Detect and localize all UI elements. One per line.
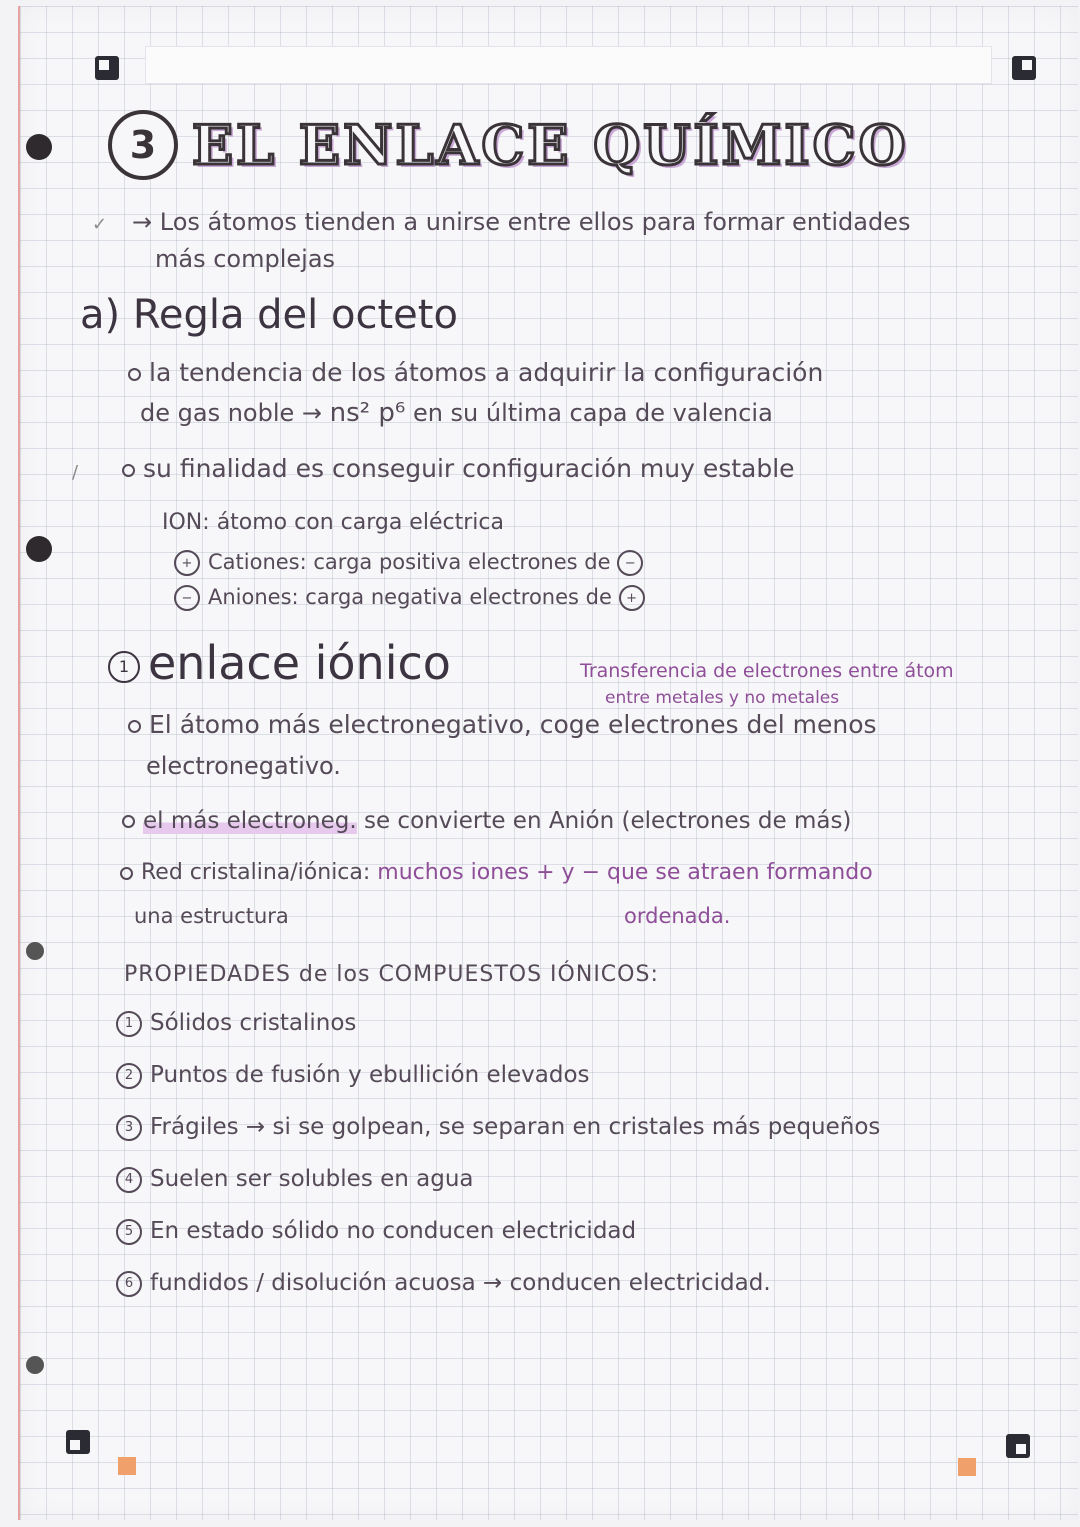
bullet-icon	[122, 815, 135, 828]
corner-mark-icon	[1006, 1434, 1030, 1458]
bullet-icon	[128, 368, 141, 381]
binder-hole	[26, 536, 52, 562]
orange-marker	[118, 1457, 136, 1475]
property-text: Frágiles → si se golpean, se separan en cristales más pequeños	[150, 1114, 881, 1140]
ionic-point-2: el más electroneg. se convierte en Anión (electrones de más)	[122, 808, 851, 834]
property-item	[116, 1010, 356, 1037]
bullet-icon	[128, 720, 141, 733]
octet-point-1: la tendencia de los átomos a adquirir la configuración	[128, 358, 823, 387]
check-mark-icon: /	[72, 462, 79, 483]
check-mark-icon: ✓	[92, 214, 108, 235]
ionic-point-1-cont: electronegativo.	[146, 752, 341, 780]
anion-definition: − Aniones: carga negativa electrones de +	[174, 585, 653, 611]
property-text: Puntos de fusión y ebullición elevados	[150, 1062, 590, 1088]
ion-definition: ION: átomo con carga eléctrica	[162, 510, 504, 535]
octet-point-2: su finalidad es conseguir configuración muy estable	[122, 454, 795, 483]
title-number: 3	[108, 110, 178, 180]
ionic-point-3-cont: una estructura	[134, 904, 289, 928]
properties-title: PROPIEDADES de los COMPUESTOS IÓNICOS:	[124, 962, 659, 987]
property-text: En estado sólido no conducen electricidad	[150, 1218, 637, 1244]
binder-hole	[26, 942, 44, 960]
corner-mark-icon	[1012, 56, 1036, 80]
property-item	[116, 1218, 636, 1245]
property-number: 3	[116, 1115, 142, 1141]
valence-formula: ns² p⁶	[329, 398, 406, 428]
property-item	[116, 1270, 771, 1297]
property-number: 1	[116, 1011, 142, 1037]
bullet-icon	[120, 867, 133, 880]
bullet-icon	[122, 464, 135, 477]
ionic-point-3: Red cristalina/iónica: muchos iones + y − que se atraen formando	[120, 860, 873, 885]
ionic-bond-note-2: entre metales y no metales	[605, 688, 840, 708]
corner-mark-icon	[95, 56, 119, 80]
ionic-bond-heading: 1 enlace iónico	[108, 636, 451, 690]
orange-marker	[958, 1458, 976, 1476]
property-item	[116, 1062, 590, 1089]
corner-mark-icon	[66, 1430, 90, 1454]
property-number: 2	[116, 1063, 142, 1089]
ionic-point-3-end: ordenada.	[624, 904, 731, 928]
cation-definition: + Cationes: carga positiva electrones de −	[174, 550, 651, 576]
property-number: 5	[116, 1219, 142, 1245]
property-item	[116, 1114, 880, 1141]
property-text: Sólidos cristalinos	[150, 1010, 357, 1036]
intro-line-1: → Los átomos tienden a unirse entre ellos para formar entidades	[132, 208, 911, 236]
property-number: 6	[116, 1271, 142, 1297]
page-title	[108, 110, 909, 180]
ionic-point-1: El átomo más electronegativo, coge electrones del menos	[128, 710, 877, 739]
property-text: Suelen ser solubles en agua	[150, 1166, 474, 1192]
property-text: fundidos / disolución acuosa → conducen electricidad.	[150, 1270, 771, 1296]
binder-hole	[26, 1356, 44, 1374]
title-text: EL ENLACE QUÍMICO	[192, 113, 909, 177]
ionic-bond-note-1: Transferencia de electrones entre átom	[580, 660, 954, 682]
header-strip	[145, 46, 992, 84]
property-number: 4	[116, 1167, 142, 1193]
property-item	[116, 1166, 474, 1193]
binder-hole	[26, 134, 52, 160]
intro-line-2: más complejas	[155, 245, 336, 273]
octet-point-1-cont: de gas noble → ns² p⁶ en su última capa de valencia	[140, 398, 773, 428]
section-a-heading: a) Regla del octeto	[80, 292, 458, 338]
